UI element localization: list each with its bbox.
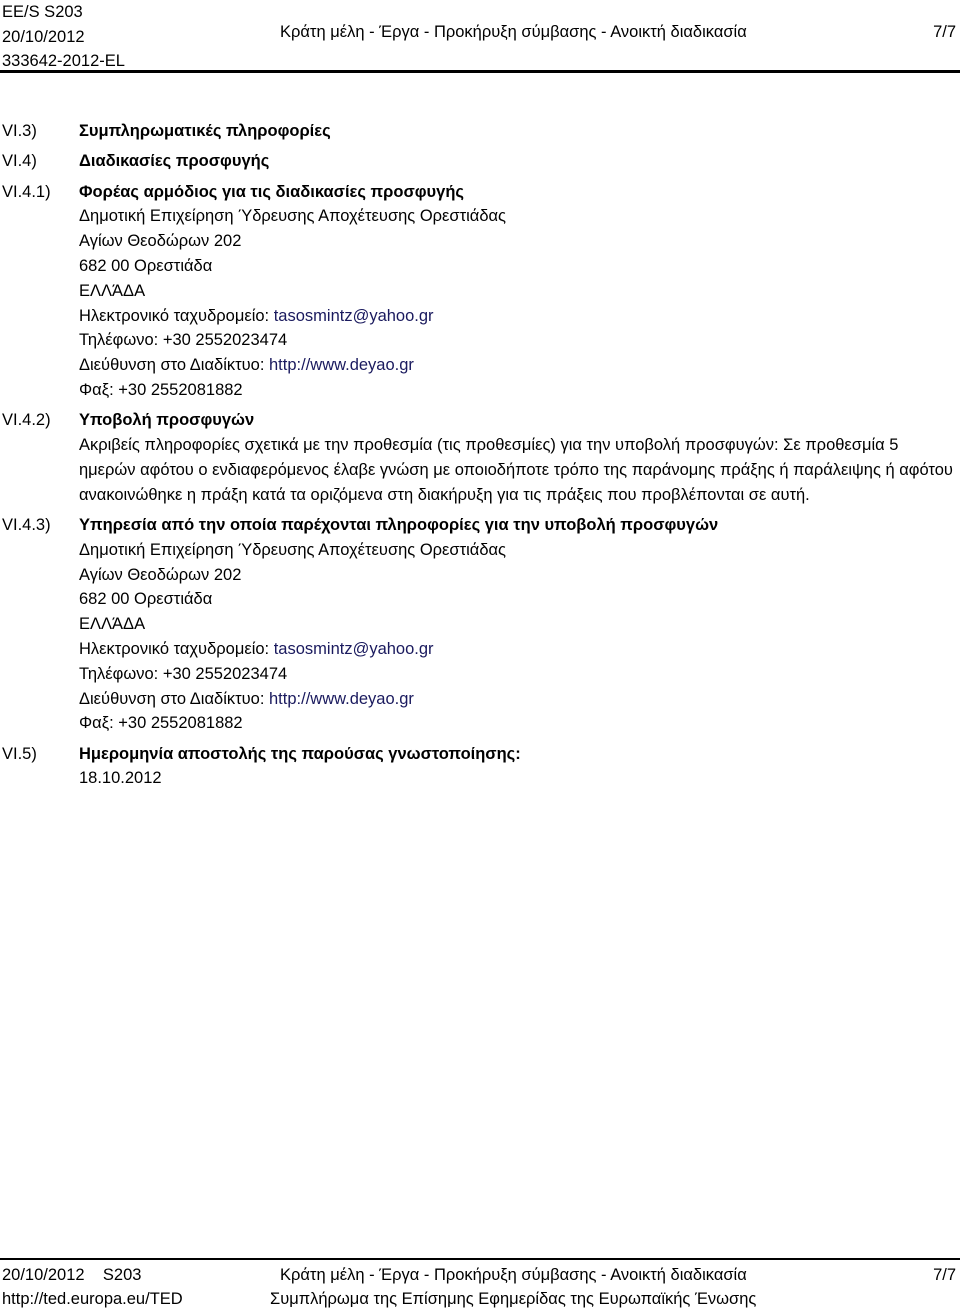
section-number: VI.4.1): [2, 182, 51, 201]
email-label: Ηλεκτρονικό ταχυδρομείο:: [79, 306, 274, 325]
footer-subtitle: Συμπλήρωμα της Επίσημης Εφημερίδας της Ευρωπαϊκής Ένωσης: [270, 1290, 757, 1308]
section-heading: Φορέας αρμόδιος για τις διαδικασίες προσφυγής: [79, 182, 464, 201]
doc-ref: EE/S S203: [2, 3, 83, 21]
street-address: Αγίων Θεοδώρων 202: [79, 565, 242, 584]
web-label: Διεύθυνση στο Διαδίκτυο:: [79, 689, 269, 708]
web-line: [79, 353, 955, 378]
section-vi41: [0, 180, 960, 403]
section-vi42: [0, 408, 960, 507]
phone-line: Τηλέφωνο: +30 2552023474: [79, 331, 288, 350]
section-vi4: [0, 149, 960, 174]
email-link[interactable]: tasosmintz@yahoo.gr: [273, 306, 434, 325]
phone-line: Τηλέφωνο: +30 2552023474: [79, 664, 288, 683]
footer-page-number: 7/7: [933, 1266, 956, 1284]
section-number: VI.4.3): [2, 515, 51, 534]
organization-name: Δημοτική Επιχείρηση Ύδρευσης Αποχέτευσης Ορεστιάδας: [79, 207, 506, 226]
web-link[interactable]: http://www.deyao.gr: [269, 689, 414, 708]
section-number: VI.3): [2, 122, 37, 140]
notice-id: 333642-2012-EL: [2, 52, 125, 70]
section-heading: Υπηρεσία από την οποία παρέχονται πληροφορίες για την υποβολή προσφυγών: [79, 515, 719, 534]
header-title: Κράτη μέλη - Έργα - Προκήρυξη σύμβασης - Ανοικτή διαδικασία: [280, 23, 747, 41]
country: ΕΛΛΆΔΑ: [79, 281, 146, 300]
notice-content: [0, 119, 960, 791]
section-vi5: [0, 742, 960, 792]
organization-name: Δημοτική Επιχείρηση Ύδρευσης Αποχέτευσης Ορεστιάδας: [79, 540, 506, 559]
web-line: [79, 687, 955, 712]
header-page-number: 7/7: [933, 23, 956, 41]
header-date: 20/10/2012: [2, 27, 85, 46]
section-vi3: [0, 119, 960, 144]
fax-line: Φαξ: +30 2552081882: [79, 714, 243, 733]
section-number: VI.5): [2, 744, 37, 763]
street-address: Αγίων Θεοδώρων 202: [79, 232, 242, 251]
header-divider: [0, 70, 960, 73]
web-link[interactable]: http://www.deyao.gr: [269, 356, 414, 375]
section-number: VI.4.2): [2, 411, 51, 430]
email-link[interactable]: tasosmintz@yahoo.gr: [273, 639, 434, 658]
section-heading: Υποβολή προσφυγών: [79, 411, 255, 430]
section-number: VI.4): [2, 152, 37, 171]
footer-title: Κράτη μέλη - Έργα - Προκήρυξη σύμβασης - Ανοικτή διαδικασία: [280, 1266, 747, 1284]
section-heading: Συμπληρωματικές πληροφορίες: [79, 122, 331, 140]
email-line: [79, 304, 955, 329]
postal-city: 682 00 Ορεστιάδα: [79, 590, 213, 609]
postal-city: 682 00 Ορεστιάδα: [79, 256, 213, 275]
email-label: Ηλεκτρονικό ταχυδρομείο:: [79, 639, 274, 658]
country: ΕΛΛΆΔΑ: [79, 615, 146, 634]
footer-url[interactable]: http://ted.europa.eu/TED: [2, 1290, 183, 1308]
email-line: [79, 637, 955, 662]
footer-divider: [0, 1258, 960, 1260]
review-deadline-text: Ακριβείς πληροφορίες σχετικά με την προθεσμία (τις προθεσμίες) για την υποβολή προσφυγών: Σε προθεσμία 5 ημερών αφότου ο ενδιαφερόμενος έλαβε γνώση με οποιοδήποτε τρόπο της παράνομης πράξης ή παράλειψης ή αφότου ανακοινώθηκε η πράξη κατά τα οριζόμενα στη διακήρυξη για τις πράξεις που προβλέπονται σε αυτή.: [79, 436, 953, 504]
footer-date-ref: 20/10/2012 S203: [2, 1266, 142, 1284]
section-heading: Διαδικασίες προσφυγής: [79, 152, 270, 171]
web-label: Διεύθυνση στο Διαδίκτυο:: [79, 356, 269, 375]
section-heading: Ημερομηνία αποστολής της παρούσας γνωστοποίησης:: [79, 744, 521, 763]
fax-line: Φαξ: +30 2552081882: [79, 380, 243, 399]
dispatch-date: 18.10.2012: [79, 769, 162, 788]
section-vi43: [0, 513, 960, 736]
page-header-left: [2, 0, 125, 74]
